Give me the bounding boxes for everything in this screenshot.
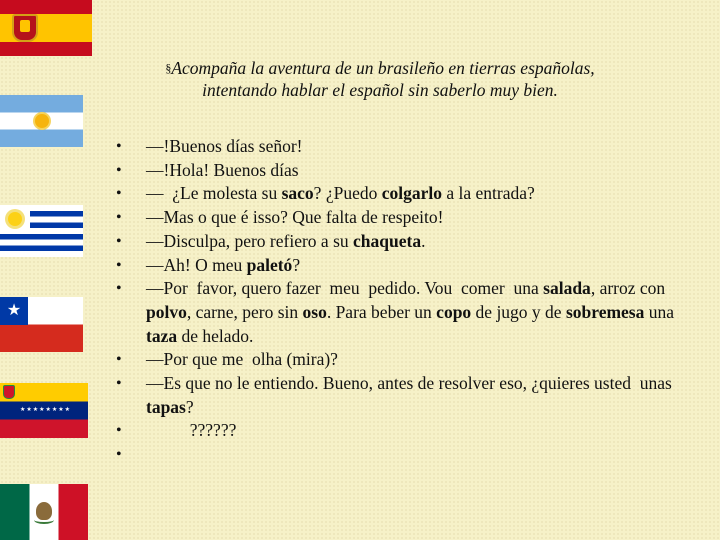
eagle-emblem-icon	[36, 502, 52, 520]
dialogue-line	[116, 348, 676, 372]
dialogue-text: a la entrada?	[441, 183, 535, 204]
intro-line-1-text: Acompaña la aventura de un brasileño en tierras españolas,	[171, 58, 595, 78]
spain-flag	[0, 0, 92, 56]
dialogue-text: de jugo y de	[471, 301, 566, 322]
intro-text	[130, 57, 630, 101]
highlighted-word: saco	[281, 183, 314, 204]
dialogue-text: una	[644, 301, 679, 322]
argentina-flag	[0, 95, 83, 147]
mexico-flag	[0, 484, 88, 540]
highlighted-word: oso	[302, 301, 327, 322]
dialogue-line	[116, 372, 676, 419]
dialogue-text: —Por favor, quero fazer meu pedido. Vou comer una	[146, 278, 544, 299]
dialogue-line	[116, 230, 676, 254]
dialogue-text: —Disculpa, pero refiero a su	[146, 230, 354, 251]
dialogue-line	[116, 206, 676, 230]
dialogue-text: de helado.	[177, 325, 254, 346]
dialogue-text: ?	[185, 396, 194, 417]
dialogue-text: ?	[292, 254, 301, 275]
dialogue-text: — ¿Le molesta su	[146, 183, 282, 204]
dialogue-text: .	[421, 230, 426, 251]
dialogue-text: —Ah! O meu	[146, 254, 247, 275]
dialogue-list	[116, 135, 679, 467]
dialogue-line	[116, 182, 676, 206]
star-icon: ★	[6, 301, 22, 319]
highlighted-word: sobremesa	[565, 301, 645, 322]
spain-coat-of-arms-icon	[12, 14, 38, 42]
sun-of-may-icon	[8, 212, 22, 226]
dialogue-text: ??????	[146, 420, 237, 441]
highlighted-word: salada	[543, 278, 591, 299]
dialogue-text: ? ¿Puedo	[313, 183, 382, 204]
highlighted-word: colgarlo	[381, 183, 442, 204]
dialogue-text: —Es que no le entiendo. Bueno, antes de resolver eso, ¿quieres usted unas	[146, 373, 677, 394]
venezuela-flag	[0, 383, 88, 438]
dialogue-line	[116, 419, 676, 443]
chile-canton	[0, 297, 28, 325]
section-marker: §	[165, 61, 172, 75]
highlighted-word: polvo	[146, 301, 187, 322]
highlighted-word: tapas	[146, 396, 186, 417]
highlighted-word: copo	[436, 301, 472, 322]
dialogue-text: . Para beber un	[326, 301, 437, 322]
stars-arc-icon: ★★★★★★★★	[20, 407, 72, 413]
dialogue-line	[116, 254, 676, 278]
highlighted-word: chaqueta	[353, 230, 422, 251]
venezuela-coat-of-arms-icon	[3, 385, 15, 399]
dialogue-text: , carne, pero sin	[186, 301, 303, 322]
dialogue-text: —Mas o que é isso? Que falta de respeito!	[146, 207, 444, 228]
uruguay-flag	[0, 205, 83, 257]
highlighted-word: paletó	[246, 254, 293, 275]
chile-flag	[0, 297, 83, 352]
dialogue-text: —!Hola! Buenos días	[146, 159, 299, 180]
intro-line-1	[130, 57, 630, 79]
dialogue-text: —!Buenos días señor!	[146, 136, 303, 156]
intro-line-2: intentando hablar el español sin saberlo muy bien.	[202, 80, 558, 100]
dialogue-text: —Por que me olha (mira)?	[146, 349, 338, 370]
highlighted-word: taza	[146, 325, 178, 346]
dialogue-line	[116, 159, 676, 183]
sun-of-may-icon	[35, 114, 49, 128]
dialogue-text: , arroz con	[590, 278, 670, 299]
dialogue-line	[116, 443, 676, 467]
dialogue-line	[116, 277, 679, 348]
dialogue-line	[116, 135, 676, 159]
